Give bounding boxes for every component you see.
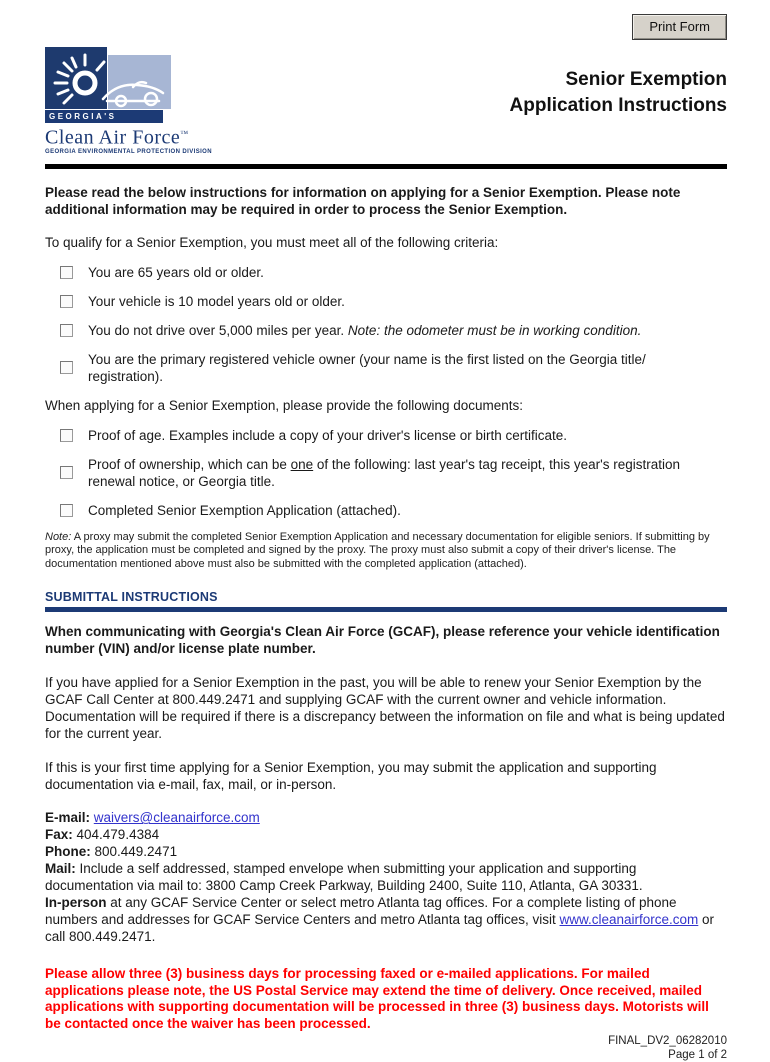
criteria-checkbox-4[interactable] (60, 361, 73, 374)
contact-block (45, 809, 727, 945)
logo-name (45, 123, 189, 149)
inperson-text-post: or call 800.449.2471. (45, 912, 715, 945)
email-link[interactable]: waivers@cleanairforce.com (93, 810, 260, 826)
inperson-instructions (45, 894, 727, 945)
vin-notice: When communicating with Georgia's Clean Air Force (GCAF), please reference your vehicle identification number (VIN) and/or license plate number. (45, 624, 720, 657)
phone-label: Phone: (45, 844, 91, 860)
document-text-2 (88, 456, 718, 490)
header-divider (45, 164, 727, 169)
first-time-paragraph: If this is your first time applying for a Senior Exemption, you may submit the application and supporting documentation via e-mail, fax, mail, or in-person. (45, 760, 657, 793)
logo-subtitle: GEORGIA ENVIRONMENTAL PROTECTION DIVISION (45, 148, 212, 155)
phone-line (45, 843, 727, 860)
title-line-2: Application Instructions (509, 95, 727, 116)
criteria-checkbox-2[interactable] (60, 295, 73, 308)
inperson-label: In-person (45, 895, 107, 911)
document-text-2-pre: Proof of ownership, which can be (88, 456, 291, 472)
intro-notice: Please read the below instructions for information on applying for a Senior Exemption. Please note additional information may be required in order to process the Senior Exemption. (45, 184, 681, 217)
criteria-checkbox-3[interactable] (60, 324, 73, 337)
fax-value: 404.479.4384 (72, 827, 160, 843)
logo-artwork-icon (45, 47, 171, 109)
criteria-text-3-note: Note: the odometer must be in working condition. (347, 322, 642, 338)
criteria-text-2: Your vehicle is 10 model years old or older. (88, 293, 345, 309)
email-label: E-mail: (45, 810, 91, 826)
criteria-text-1: You are 65 years old or older. (88, 264, 264, 280)
print-form-button[interactable]: Print Form (632, 14, 727, 40)
proxy-note (45, 531, 727, 572)
logo-georgias-label: GEORGIA'S (45, 110, 163, 123)
list-item (60, 351, 727, 385)
logo-name-text: Clean Air Force (45, 126, 181, 149)
footer-version: FINAL_DV2_06282010 (608, 1035, 727, 1048)
footer-page-number: Page 1 of 2 (668, 1049, 727, 1062)
fax-line (45, 826, 727, 843)
list-item (60, 322, 727, 339)
mail-text: Include a self addressed, stamped envelope when submitting your application and supporting documentation via mail to: 3800 Camp Creek Parkway, Building 2400, Suite 110, Atlanta, GA 30331. (45, 861, 643, 894)
criteria-checkbox-1[interactable] (60, 266, 73, 279)
qualify-line: To qualify for a Senior Exemption, you must meet all of the following criteria: (45, 234, 499, 250)
submittal-instructions-heading: SUBMITTAL INSTRUCTIONS (45, 590, 218, 605)
documents-intro: When applying for a Senior Exemption, please provide the following documents: (45, 397, 524, 413)
document-checkbox-3[interactable] (60, 504, 73, 517)
documents-checklist (45, 427, 727, 519)
logo-trademark: ™ (180, 129, 189, 138)
list-item (60, 427, 727, 444)
criteria-text-3-main: You do not drive over 5,000 miles per year. (88, 322, 348, 338)
mail-instructions (45, 860, 727, 894)
criteria-text-3 (88, 322, 641, 339)
title-line-1: Senior Exemption (565, 69, 727, 90)
website-link[interactable]: www.cleanairforce.com (559, 912, 699, 928)
processing-time-warning: Please allow three (3) business days for processing faxed or e-mailed applications. For mailed applications please note, the US Postal Service may extend the time of delivery. Once received, mailed applications with supporting documentation will be processed in three (3) business days. Motorists will be contacted once the waiver has been processed. (45, 966, 709, 1031)
clean-air-force-logo (45, 47, 212, 155)
list-item (60, 502, 727, 519)
email-line (45, 809, 727, 826)
criteria-text-4: You are the primary registered vehicle owner (your name is the first listed on the Georgia title/ registration). (88, 351, 646, 384)
document-checkbox-1[interactable] (60, 429, 73, 442)
list-item (60, 456, 727, 490)
document-checkbox-2[interactable] (60, 466, 73, 479)
mail-label: Mail: (45, 861, 76, 877)
page-title (510, 47, 727, 119)
phone-value: 800.449.2471 (90, 844, 178, 860)
document-footer (45, 1034, 727, 1062)
document-text-2-underlined: one (290, 456, 314, 472)
proxy-note-text: A proxy may submit the completed Senior Exemption Application and necessary documentation for eligible seniors. If submitting by proxy, the application must be completed and signed by the proxy. The proxy must also submit a copy of their driver's license. The documentation mentioned above must also be submitted with the completed application (attached). (45, 530, 710, 570)
header (45, 47, 727, 155)
inperson-text-pre: at any GCAF Service Center or select metro Atlanta tag offices. For a complete listing of phone numbers and addresses for GCAF Service Centers and metro Atlanta tag offices, visit (45, 895, 677, 928)
section-divider (45, 607, 727, 612)
document-text-3: Completed Senior Exemption Application (attached). (88, 502, 401, 518)
fax-label: Fax: (45, 827, 73, 843)
list-item (60, 293, 727, 310)
document-text-1: Proof of age. Examples include a copy of your driver's license or birth certificate. (88, 427, 568, 443)
proxy-note-label: Note: (45, 530, 72, 543)
criteria-checklist (45, 264, 727, 385)
document-text-2-post: of the following: last year's tag receipt, this year's registration renewal notice, or Georgia title. (88, 456, 680, 489)
print-button-row (45, 0, 727, 40)
list-item (60, 264, 727, 281)
renewal-paragraph: If you have applied for a Senior Exemption in the past, you will be able to renew your Senior Exemption by the GCAF Call Center at 800.449.2471 and supplying GCAF with the current owner and vehicle information. Documentation will be required if there is a discrepancy between the information on file and what is being updated for the current year. (45, 675, 725, 742)
